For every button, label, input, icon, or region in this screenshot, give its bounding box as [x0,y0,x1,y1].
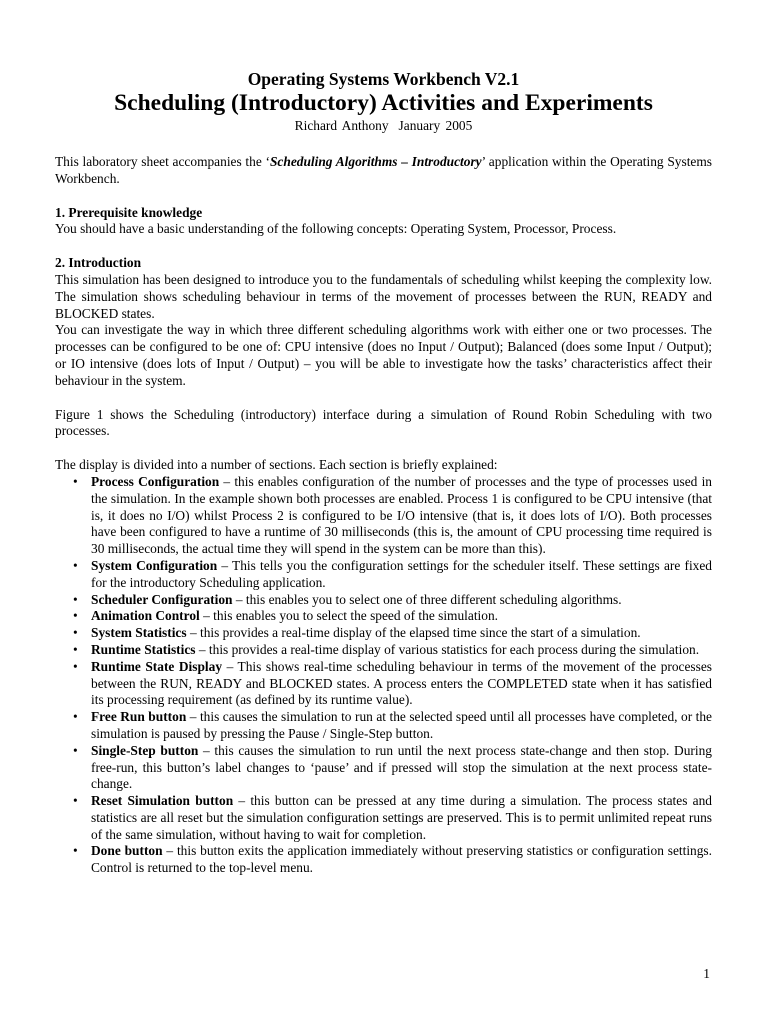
author-name: Richard Anthony [294,118,389,133]
bullet-glyph: • [73,473,78,489]
bullet-glyph: • [73,641,78,657]
list-item [73,742,712,793]
bullet-glyph: • [73,793,78,809]
list-item [73,641,712,659]
list-item-text: – this provides a real-time display of various statistics for each process during the simulation. [195,641,700,657]
list-item [73,591,712,609]
section-heading-introduction: 2. Introduction [55,255,142,271]
bullet-glyph: • [73,843,78,859]
intro-paragraph [55,154,712,188]
display-sections-lead: The display is divided into a number of sections. Each section is briefly explained: [55,457,498,473]
figure-reference-paragraph: Figure 1 shows the Scheduling (introductory) interface during a simulation of Round Robin Scheduling with two processes. [55,406,712,439]
list-item [73,625,712,642]
list-item-text: – This shows real-time scheduling behaviour in terms of the movement of the processes between the RUN, READY and BLOCKED states. A process enters the COMPLETED state when it has satisfied its processing requirement (as defined by its runtime value). [91,658,713,708]
document-title: Scheduling (Introductory) Activities and Experiments [114,90,653,116]
list-item-text: – This tells you the configuration settings for the scheduler itself. These settings are fixed for the introductory Scheduling application. [91,557,713,590]
list-item [73,793,712,843]
bullet-glyph: • [73,709,78,725]
list-item-term: Done button [91,843,163,859]
intro-text-after: ’ application within the Operating Systems Workbench. [55,154,712,186]
list-item [73,843,712,877]
bullet-glyph: • [73,557,78,573]
list-item-text: – this provides a real-time display of the elapsed time since the start of a simulation. [186,625,641,641]
list-item-text: – this enables you to select one of three different scheduling algorithms. [232,591,622,607]
list-item-term: Scheduler Configuration [91,591,233,607]
list-item-text: – this button exits the application immediately without preserving statistics or configuration settings. Control is returned to the top-level menu. [91,843,712,876]
application-name: Scheduling Algorithms – Introductory [269,154,482,169]
list-item-text: – this causes the simulation to run until the next process state-change and then stop. During free-run, this button’s label changes to ‘pause’ and if pressed will stop the simulation at the next process state-change. [91,742,712,792]
display-sections-list [55,474,712,877]
list-item-term: Single-Step button [91,742,199,758]
list-item-term: Runtime Statistics [91,641,196,657]
list-item-term: System Configuration [91,557,218,573]
prerequisites-body: You should have a basic understanding of the following concepts: Operating System, Processor, Process. [55,221,617,237]
bullet-glyph: • [73,591,78,607]
section-heading-prerequisites: 1. Prerequisite knowledge [55,204,203,220]
document-date: January 2005 [398,118,473,133]
list-item-term: Process Configuration [91,473,220,489]
list-item-text: – this button can be pressed at any time during a simulation. The process states and statistics are all reset but the simulation configuration settings are preserved. This is to permit unlimited repeat runs of the same simulation, without having to wait for completion. [91,793,712,842]
list-item [73,658,713,709]
introduction-paragraph-2: You can investigate the way in which three different scheduling algorithms work with either one or two processes. The processes can be configured to be one of: CPU intensive (does no Input / Output); Balanced (does some Input / Output); or IO intensive (does lots of Input / Output) – you will be able to investigate how the tasks’ characteristics affect their behaviour in the system. [55,322,712,388]
document-header [55,68,712,134]
list-item [73,557,713,592]
intro-text-before: This laboratory sheet accompanies the ‘ [55,154,270,169]
bullet-glyph: • [73,742,78,758]
document-subtitle: Operating Systems Workbench V2.1 [247,69,520,89]
bullet-glyph: • [73,608,78,624]
list-item-term: Runtime State Display [91,658,223,674]
bullet-glyph: • [73,658,78,674]
list-item-text: – this enables configuration of the number of processes and the type of processes used in the simulation. In the example shown both processes are enabled. Process 1 is configured to be CPU intensive (that is, it does no I/O) whilst Process 2 is configured to be I/O intensive (that is, it does lots of I/O). Both processes have been configured to have a runtime of 30 milliseconds (this is, the amount of CPU processing time required is 30 milliseconds, the actual time they will spend in the system can be more than this). [91,473,712,557]
document-page [55,68,712,877]
list-item [73,709,712,743]
page-number: 1 [703,966,710,981]
list-item-text: – this enables you to select the speed of the simulation. [199,608,498,624]
list-item-term: Free Run button [91,709,187,725]
list-item-term: Animation Control [91,608,200,624]
list-item-term: Reset Simulation button [91,793,234,809]
list-item-text: – this causes the simulation to run at the selected speed until all processes have completed, or the simulation is paused by pressing the Pause / Single-Step button. [91,709,712,741]
list-item [73,608,712,625]
introduction-paragraph-1: This simulation has been designed to introduce you to the fundamentals of scheduling whilst keeping the complexity low. The simulation shows scheduling behaviour in terms of the movement of processes between the RUN, READY and BLOCKED states. [55,271,712,321]
author-line [55,117,712,134]
bullet-glyph: • [73,625,78,641]
list-item-term: System Statistics [91,625,187,641]
list-item [73,473,712,558]
